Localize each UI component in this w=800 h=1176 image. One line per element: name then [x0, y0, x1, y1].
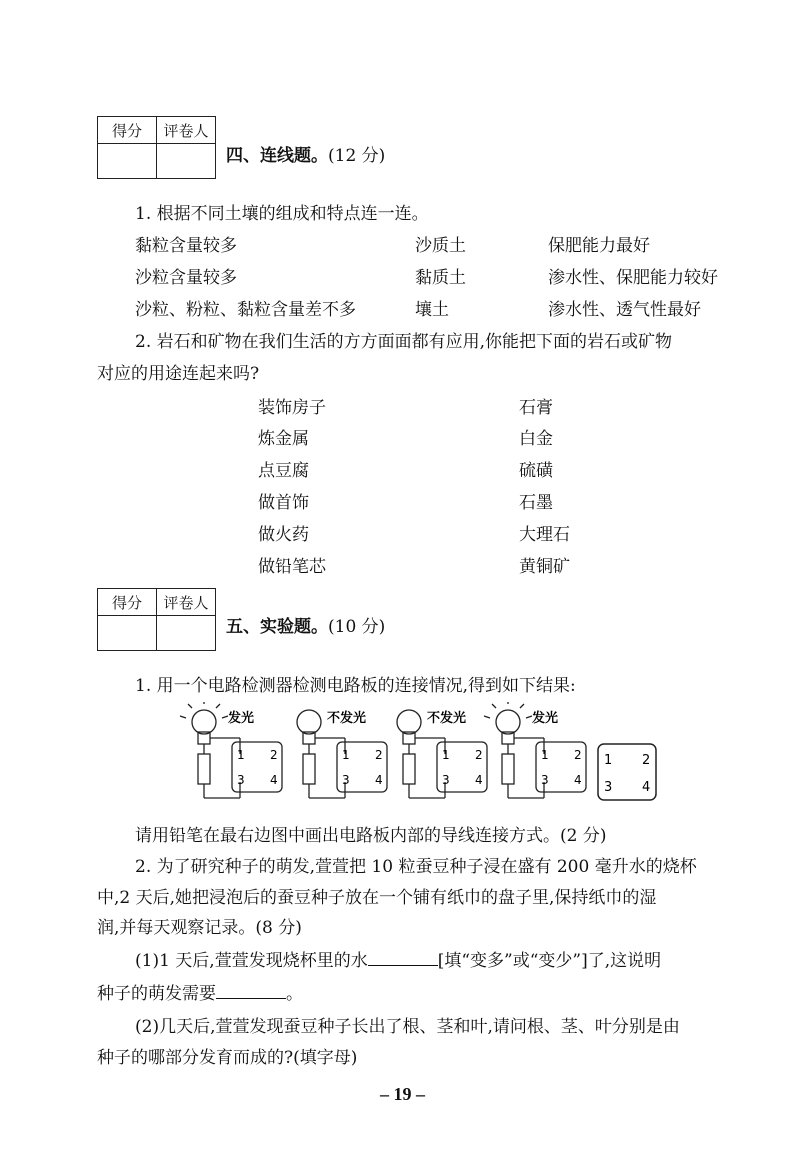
terminal-3: 3 [237, 773, 245, 787]
q1-left-item: 沙粒、粉粒、黏粒含量差不多 [135, 300, 356, 320]
exp2-sub1-line2 [97, 979, 303, 1004]
section4-points: (12 分) [328, 146, 386, 166]
q1-middle-item: 黏质土 [415, 268, 466, 288]
circuit-3 [397, 710, 487, 798]
exp2-line2: 中,2 天后,她把浸泡后的蚕豆种子放在一个铺有纸巾的盘子里,保持纸巾的湿 [97, 888, 657, 908]
terminal-3: 3 [342, 773, 350, 787]
grader-cell[interactable] [157, 616, 216, 651]
q2-use-item: 做铅笔芯 [258, 557, 326, 577]
bulb-icon [397, 710, 421, 734]
q2-mineral-item: 石膏 [519, 398, 553, 418]
q2-prompt-line2: 对应的用途连起来吗? [97, 364, 260, 384]
terminal-4: 4 [642, 780, 651, 795]
exp2-sub2-line2: 种子的哪部分发育而成的?(填字母) [97, 1048, 358, 1068]
exp1-instruction: 请用铅笔在最右边图中画出电路板内部的导线连接方式。(2 分) [135, 826, 607, 846]
terminal-1: 1 [604, 753, 613, 768]
terminal-4: 4 [375, 773, 383, 787]
exp2-line1: 2. 为了研究种子的萌发,萱萱把 10 粒蚕豆种子浸在盛有 200 毫升水的烧杯 [135, 857, 697, 877]
q2-use-item: 点豆腐 [258, 461, 309, 481]
q2-mineral-item: 石墨 [519, 493, 553, 513]
terminal-2: 2 [574, 748, 582, 762]
exp2-sub1-d: 。 [286, 984, 303, 1004]
q2-use-item: 做火药 [258, 525, 309, 545]
terminal-2: 2 [270, 748, 278, 762]
circuit-1 [180, 702, 282, 798]
circuit-result: 发光 [532, 711, 559, 726]
q1-right-item: 保肥能力最好 [548, 236, 650, 256]
battery-icon [502, 754, 514, 784]
page-number: – 19 – [380, 1084, 425, 1104]
q1-middle-item: 壤土 [415, 300, 449, 320]
terminal-2: 2 [642, 753, 651, 768]
exp1-prompt: 1. 用一个电路检测器检测电路板的连接情况,得到如下结果: [135, 676, 576, 696]
section5-points: (10 分) [328, 617, 386, 637]
bulb-icon [192, 710, 216, 734]
q1-right-item: 渗水性、透气性最好 [548, 300, 701, 320]
exp2-line3: 润,并每天观察记录。(8 分) [97, 918, 302, 938]
circuit-4 [484, 702, 586, 798]
score-table-section5 [97, 588, 216, 651]
q2-use-item: 装饰房子 [258, 398, 326, 418]
exp2-sub1-line1 [135, 946, 661, 971]
q2-mineral-item: 白金 [519, 429, 553, 449]
section4-title: 四、连线题。 [226, 146, 328, 166]
q1-middle-item: 沙质土 [415, 236, 466, 256]
terminal-2: 2 [375, 748, 383, 762]
score-cell[interactable] [98, 144, 157, 179]
terminal-3: 3 [442, 773, 450, 787]
terminal-3: 3 [541, 773, 549, 787]
empty-circuit-board[interactable] [598, 744, 656, 800]
q2-prompt-line1: 2. 岩石和矿物在我们生活的方方面面都有应用,你能把下面的岩石或矿物 [135, 332, 673, 352]
score-cell[interactable] [98, 616, 157, 651]
exp2-sub1-c: 种子的萌发需要 [97, 984, 216, 1004]
bulb-icon [496, 710, 520, 734]
exp2-sub1-b: [填“变多”或“变少”]了,这说明 [437, 951, 662, 971]
score-label: 得分 [98, 589, 157, 616]
battery-icon [198, 754, 210, 784]
battery-icon [303, 754, 315, 784]
grader-label: 评卷人 [157, 117, 216, 144]
exp2-sub2-line1: (2)几天后,萱萱发现蚕豆种子长出了根、茎和叶,请问根、茎、叶分别是由 [135, 1017, 680, 1037]
terminal-4: 4 [574, 773, 582, 787]
score-table-section4 [97, 116, 216, 179]
q2-mineral-item: 硫磺 [519, 461, 553, 481]
q1-prompt: 1. 根据不同土壤的组成和特点连一连。 [135, 204, 429, 224]
exp2-sub1-a: (1)1 天后,萱萱发现烧杯里的水 [135, 951, 368, 971]
terminal-4: 4 [475, 773, 483, 787]
score-label: 得分 [98, 117, 157, 144]
circuit-2 [297, 710, 387, 798]
circuit-diagrams [0, 702, 800, 812]
q2-mineral-item: 黄铜矿 [519, 557, 570, 577]
q2-mineral-item: 大理石 [519, 525, 570, 545]
terminal-1: 1 [342, 748, 350, 762]
q2-use-item: 炼金属 [258, 429, 309, 449]
terminal-2: 2 [475, 748, 483, 762]
q1-right-item: 渗水性、保肥能力较好 [548, 268, 718, 288]
terminal-3: 3 [604, 780, 613, 795]
q1-left-item: 沙粒含量较多 [135, 268, 237, 288]
circuit-result: 发光 [228, 711, 255, 726]
q2-use-item: 做首饰 [258, 493, 309, 513]
answer-blank-need[interactable] [216, 982, 286, 999]
circuit-result: 不发光 [327, 711, 367, 726]
section5-heading [226, 612, 385, 637]
circuit-result: 不发光 [427, 711, 467, 726]
grader-cell[interactable] [157, 144, 216, 179]
section5-title: 五、实验题。 [226, 617, 328, 637]
terminal-1: 1 [541, 748, 549, 762]
battery-icon [403, 754, 415, 784]
grader-label: 评卷人 [157, 589, 216, 616]
terminal-4: 4 [270, 773, 278, 787]
terminal-1: 1 [237, 748, 245, 762]
section4-heading [226, 141, 385, 166]
bulb-icon [297, 710, 321, 734]
answer-blank-water[interactable] [368, 949, 438, 966]
terminal-1: 1 [442, 748, 450, 762]
q1-left-item: 黏粒含量较多 [135, 236, 237, 256]
